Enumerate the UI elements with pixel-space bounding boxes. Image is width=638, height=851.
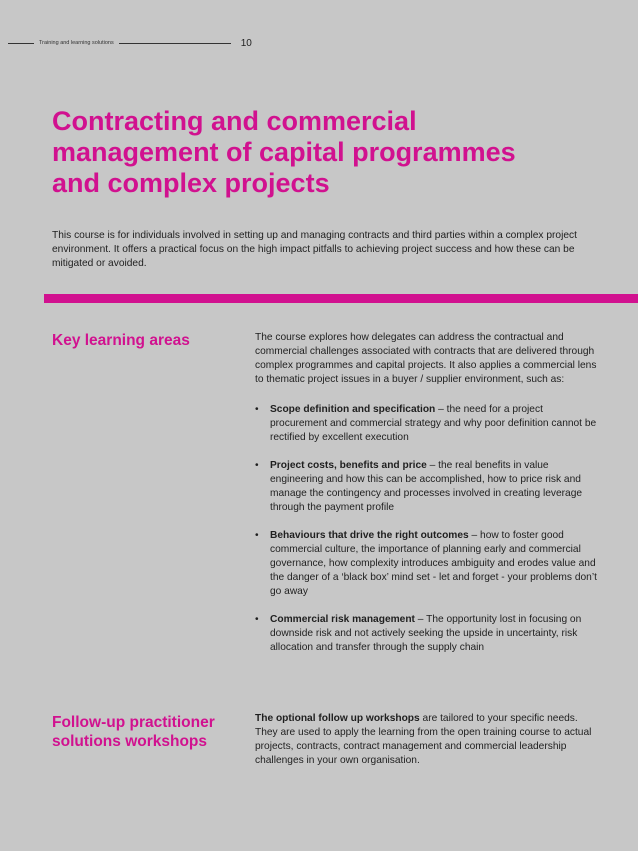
page-number: 10 bbox=[240, 37, 252, 49]
bullet-heading: Commercial risk management bbox=[270, 614, 415, 625]
header-rule-right bbox=[119, 43, 231, 44]
list-item bbox=[255, 459, 600, 515]
section-divider bbox=[44, 294, 638, 303]
title-line-3: and complex projects bbox=[52, 168, 330, 198]
title-line-2: management of capital programmes bbox=[52, 137, 516, 167]
running-header bbox=[8, 36, 298, 50]
follow-up-label-line-1: Follow-up practitioner bbox=[52, 714, 215, 731]
title-line-1: Contracting and commercial bbox=[52, 106, 417, 136]
bullet-text: – the real benefits in value engineering and how this can be accomplished, how to price risk and manage the contingency and processes involved in creating leverage through the payment profile bbox=[270, 460, 583, 513]
list-item bbox=[255, 613, 600, 655]
list-item bbox=[255, 529, 600, 599]
key-learning-body bbox=[255, 331, 600, 669]
follow-up-paragraph bbox=[255, 712, 600, 768]
bullet-text: – the need for a project procurement and commercial strategy and why poor definition cannot be rectified by excellent execution bbox=[270, 404, 597, 443]
key-learning-list bbox=[255, 403, 600, 655]
follow-up-body bbox=[255, 712, 600, 768]
follow-up-text: are tailored to your specific needs. They are used to apply the learning from the open training course to actual projects, contracts, contract management and commercial leadership challenges in your own organisation. bbox=[255, 713, 592, 766]
list-item bbox=[255, 403, 600, 445]
running-title: Training and learning solutions bbox=[39, 40, 114, 46]
follow-up-lead-bold: The optional follow up workshops bbox=[255, 713, 420, 724]
bullet-heading: Behaviours that drive the right outcomes bbox=[270, 530, 469, 541]
bullet-heading: Scope definition and specification bbox=[270, 404, 436, 415]
follow-up-label bbox=[52, 713, 242, 751]
key-learning-lead: The course explores how delegates can address the contractual and commercial challenges associated with contracts that are delivered through complex programmes and capital projects. It also applies a commercial lens to thematic project issues in a buyer / supplier environment, such as: bbox=[255, 332, 597, 385]
follow-up-label-line-2: solutions workshops bbox=[52, 733, 208, 750]
bullet-heading: Project costs, benefits and price bbox=[270, 460, 427, 471]
header-rule-left bbox=[8, 43, 34, 44]
page-title bbox=[52, 106, 612, 199]
bullet-text: – The opportunity lost in focusing on downside risk and not actively seeking the upside in uncertainty, risk allocation and transfer through the supply chain bbox=[270, 614, 582, 653]
key-learning-label: Key learning areas bbox=[52, 332, 190, 349]
intro-paragraph: This course is for individuals involved in setting up and managing contracts and third parties within a complex project environment. It offers a practical focus on the high impact pitfalls to achieving project success and how these can be mitigated or avoided. bbox=[52, 230, 577, 269]
bullet-text: – how to foster good commercial culture, the importance of planning early and commercial governance, how complexity introduces ambiguity and erodes value and the danger of a ‘black box’ mind set - let and forget - your problems don’t go away bbox=[270, 530, 597, 597]
